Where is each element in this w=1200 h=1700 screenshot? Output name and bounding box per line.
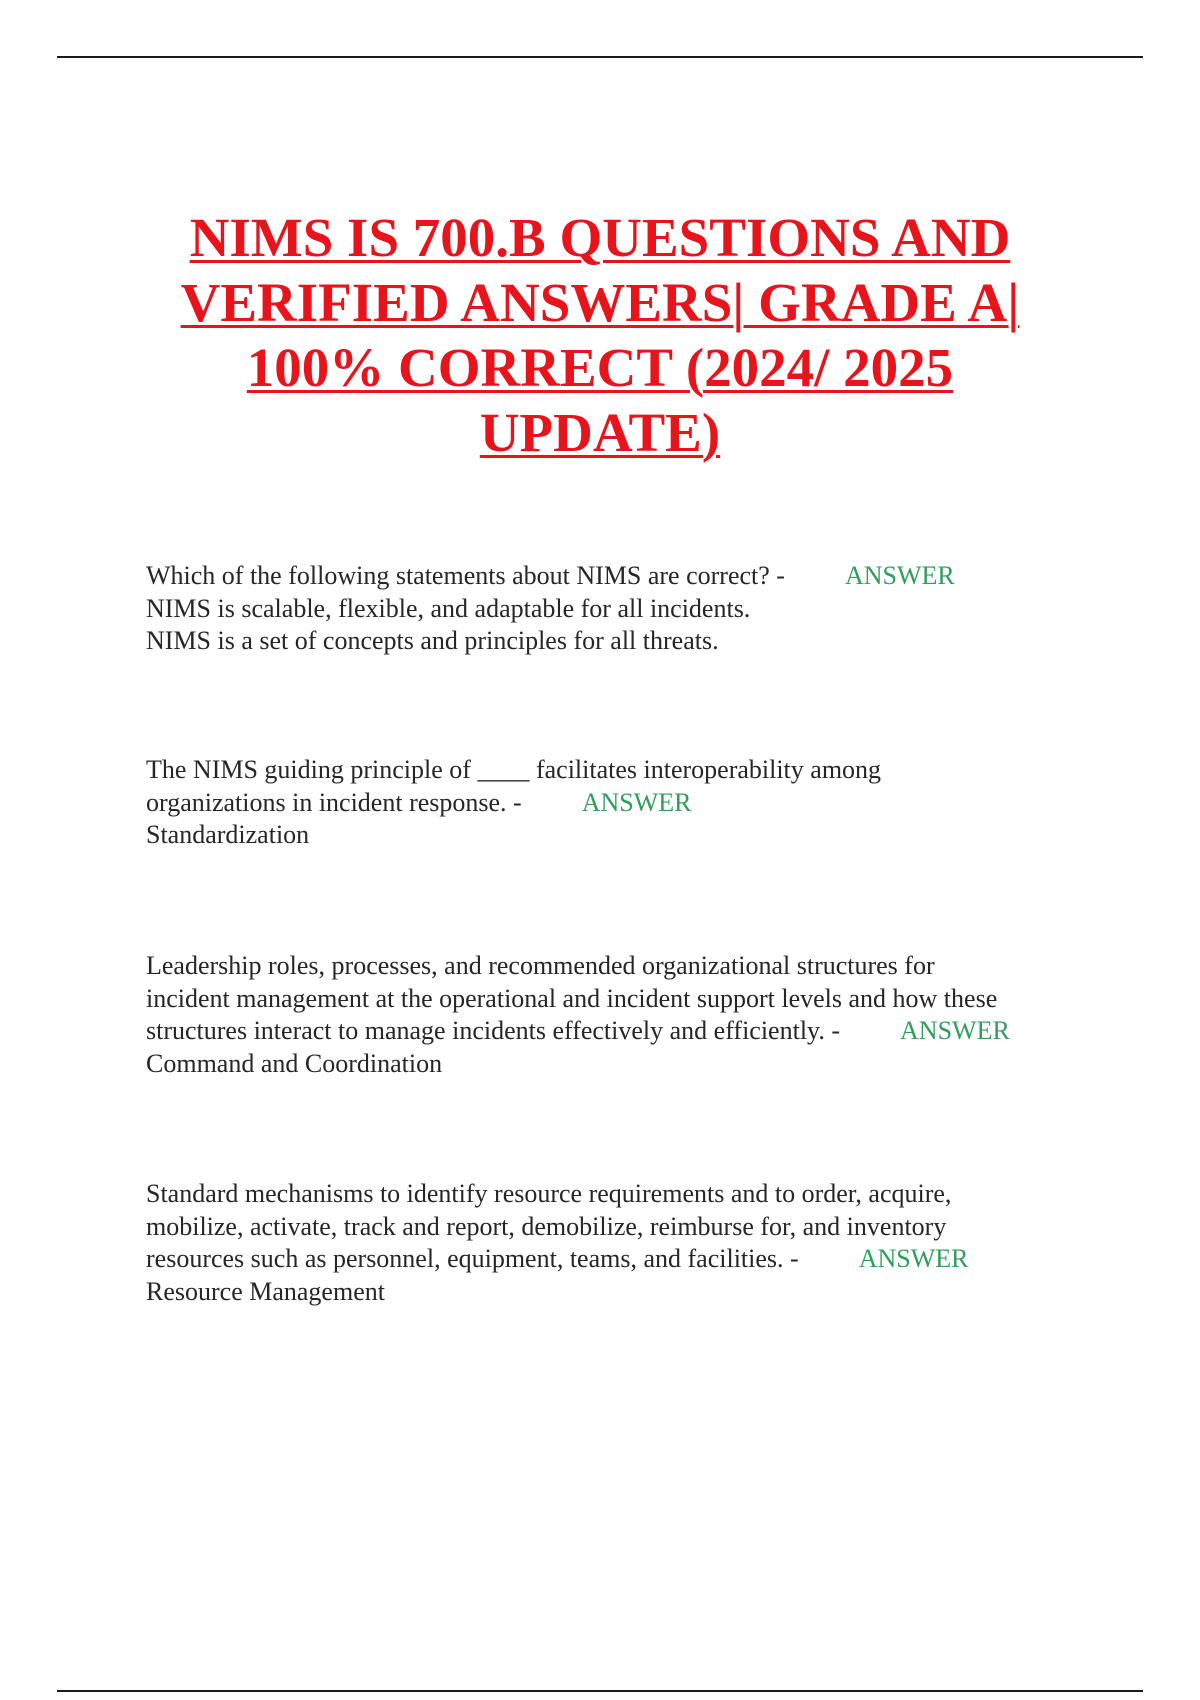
question-line: incident management at the operational and incident support levels and how these	[146, 983, 998, 1013]
document-title	[120, 205, 1080, 465]
answer-label: ANSWER	[858, 1244, 969, 1273]
title-line-4: UPDATE)	[479, 402, 721, 463]
question-line: organizations in incident response. - ANSWER	[146, 787, 692, 817]
question-line: The NIMS guiding principle of ____ facilitates interoperability among	[146, 755, 882, 784]
answer-label: ANSWER	[900, 1016, 1010, 1045]
question-line: mobilize, activate, track and report, demobilize, reimburse for, and inventory	[146, 1211, 947, 1241]
answer-line: Standardization	[146, 820, 310, 849]
answer-line: NIMS is scalable, flexible, and adaptable for all incidents.	[146, 593, 751, 623]
question-line: Which of the following statements about NIMS are correct? - ANSWER	[146, 561, 955, 590]
answer-line: Resource Management	[146, 1276, 385, 1306]
title-line-3: 100% CORRECT (2024/ 2025	[246, 337, 954, 398]
qa-item-2	[146, 754, 1106, 852]
question-line: resources such as personnel, equipment, teams, and facilities. - ANSWER	[146, 1244, 969, 1273]
question-line: Leadership roles, processes, and recommended organizational structures for	[146, 951, 935, 980]
answer-label: ANSWER	[844, 561, 955, 590]
answer-label: ANSWER	[581, 787, 692, 817]
qa-item-1	[146, 560, 1106, 658]
qa-item-4	[146, 1178, 1106, 1308]
title-line-1: NIMS IS 700.B QUESTIONS AND	[189, 207, 1011, 268]
answer-line: NIMS is a set of concepts and principles for all threats.	[146, 626, 719, 655]
title-line-2: VERIFIED ANSWERS| GRADE A|	[180, 272, 1020, 333]
qa-item-3	[146, 950, 1106, 1080]
question-line: structures interact to manage incidents effectively and efficiently. - ANSWER	[146, 1016, 1010, 1045]
bottom-rule	[57, 1690, 1143, 1692]
question-line: Standard mechanisms to identify resource requirements and to order, acquire,	[146, 1179, 952, 1208]
top-rule	[57, 56, 1143, 58]
answer-line: Command and Coordination	[146, 1048, 443, 1078]
